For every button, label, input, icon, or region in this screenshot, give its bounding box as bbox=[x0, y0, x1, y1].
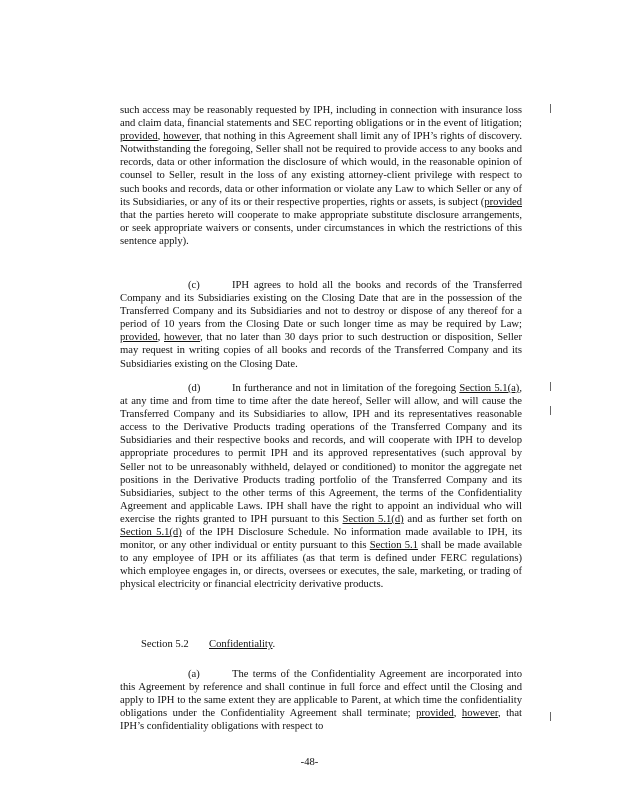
text-run: IPH agrees to hold all the books and records of the Transferred Company and its Subsidiaries existing on the Closing Date that are in the possession of the Transferred Company and its Subsidiaries and not to destroy or dispose of any thereof for a period of 10 years from the Closing Date or such longer time as may be required by Law; bbox=[120, 280, 522, 331]
text-run: , that nothing in this Agreement shall limit any of IPH’s rights of discovery. Notwithstanding the foregoing, Seller shall not be required to provide access to any books and records, data or other information the disclosure of which would, in the reasonable opinion of counsel to Seller, result in the loss of any existing attorney-client privilege with respect to such books and records, data or other information or violate any Law to which Seller or any of its Subsidiaries, or any of its or their respective properties, rights or assets, is subject ( bbox=[120, 131, 522, 208]
section-title-period: . bbox=[272, 639, 276, 650]
underlined-term: provided bbox=[484, 196, 522, 208]
margin-mark bbox=[550, 104, 553, 113]
paragraph-label: (a) bbox=[188, 669, 200, 680]
underlined-term: however bbox=[163, 131, 200, 143]
text-run: In furtherance and not in limitation of the foregoing bbox=[232, 383, 460, 394]
paragraph-label: (d) bbox=[188, 383, 201, 394]
text-run: The terms of the Confidentiality Agreement are incorporated into this Agreement by reference and shall continue in full force and effect until the Closing and apply to IPH to the same extent they are applicable to Parent, at which time the confidentiality obligations under the Confidentiality Agreement shall terminate; bbox=[120, 669, 522, 720]
text-run: shall be made available to any employee of IPH or its affiliates (as that term is defined under FERC regulations) which employee engages in, or directs, oversees or executes, the sale, marketing, or trading of physical electricity or financial electricity derivative products. bbox=[120, 540, 522, 591]
text-run: such access may be reasonably requested by IPH, including in connection with insurance loss and claim data, financial statements and SEC reporting obligations or in the event of litigation; bbox=[120, 105, 522, 130]
margin-mark bbox=[550, 382, 553, 391]
text-run: of the IPH Disclosure Schedule. No information made available to IPH, its monitor, or any other individual or entity pursuant to this bbox=[120, 527, 522, 552]
text-run: , at any time and from time to time after the date hereof, Seller will allow, and will cause the Transferred Company and its Subsidiaries to allow, IPH and its representatives reasonable access to the Derivative Products trading operations of the Transferred Company and its Subsidiaries and their respective books and records, and will cooperate with IPH to develop appropriate procedures to permit IPH and its approved representatives (such approval by Seller not to be unreasonably withheld, delayed or conditioned) to monitor the aggregate net positions in the Derivative Products trading portfolio of the Transferred Company and its Subsidiaries, subject to the other terms of this Agreement, the terms of the Confidentiality Agreement and applicable Laws. IPH shall have the right to appoint an individual who will exercise the rights granted to IPH pursuant to this bbox=[120, 383, 522, 525]
text-run: that the parties hereto will cooperate to make appropriate substitute disclosure arrangements, or seek appropriate waivers or consents, under circumstances in which the restrictions of this sentence apply). bbox=[120, 209, 522, 247]
section-reference: Section 5.1(a) bbox=[459, 383, 520, 394]
paragraph-text bbox=[120, 382, 522, 592]
page-number: -48- bbox=[300, 757, 319, 768]
text-run: , that no later than 30 days prior to such destruction or disposition, Seller may request in writing copies of all books and records of the Transferred Company and its Subsidiaries existing on the Closing Date. bbox=[120, 332, 523, 370]
paragraph-d-trading-access bbox=[120, 382, 522, 592]
section-reference: Section 5.1(d) bbox=[120, 527, 182, 539]
section-number: Section 5.2 bbox=[141, 639, 189, 650]
underlined-term: provided bbox=[120, 131, 158, 143]
underlined-term: provided bbox=[416, 708, 454, 720]
section-heading bbox=[141, 638, 441, 651]
underlined-term: provided bbox=[120, 332, 158, 344]
section-reference: Section 5.1 bbox=[369, 540, 418, 552]
paragraph-access-continued bbox=[120, 104, 522, 248]
paragraph-c-records-retention bbox=[120, 279, 522, 371]
section-reference: Section 5.1(d) bbox=[342, 513, 404, 525]
text-run: , that IPH’s confidentiality obligations with respect to bbox=[120, 708, 523, 733]
section-title: Confidentiality bbox=[209, 639, 273, 650]
margin-mark bbox=[550, 712, 553, 721]
paragraph-text bbox=[120, 104, 522, 248]
paragraph-label: (c) bbox=[188, 280, 200, 291]
paragraph-a-confidentiality bbox=[120, 668, 522, 733]
text-run: , bbox=[157, 332, 164, 344]
text-run: , bbox=[453, 708, 462, 720]
underlined-term: however bbox=[164, 332, 201, 344]
underlined-term: however bbox=[461, 708, 498, 720]
margin-mark bbox=[550, 406, 553, 415]
text-run: and as further set forth on bbox=[403, 513, 522, 525]
paragraph-text bbox=[120, 668, 522, 733]
paragraph-text bbox=[120, 279, 522, 371]
text-run: , bbox=[157, 131, 164, 143]
